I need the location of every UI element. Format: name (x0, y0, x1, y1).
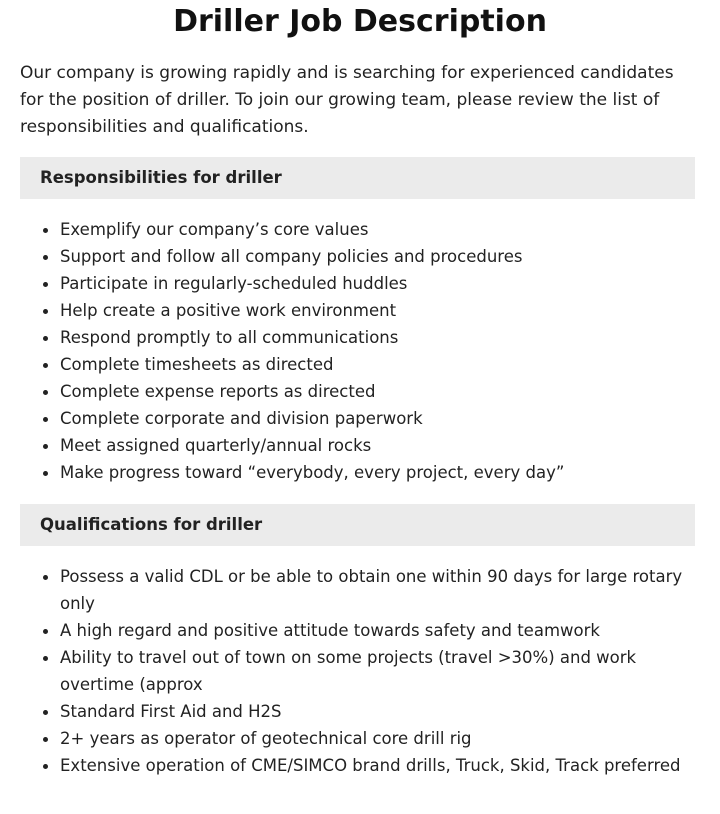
list-item: Possess a valid CDL or be able to obtain one within 90 days for large rotary only (60, 563, 700, 617)
list-item: Support and follow all company policies and procedures (60, 243, 700, 270)
list-item: Standard First Aid and H2S (60, 698, 700, 725)
intro-paragraph: Our company is growing rapidly and is searching for experienced candidates for the position of driller. To join our growing team, please review the list of responsibilities and qualifications. (20, 63, 674, 137)
list-item: Complete expense reports as directed (60, 378, 700, 405)
responsibilities-heading: Responsibilities for driller (20, 157, 695, 199)
list-item: Ability to travel out of town on some projects (travel >30%) and work overtime (approx (60, 644, 700, 698)
qualifications-list (20, 563, 700, 779)
list-item: Make progress toward “everybody, every project, every day” (60, 459, 700, 486)
list-item: Meet assigned quarterly/annual rocks (60, 432, 700, 459)
list-item: Exemplify our company’s core values (60, 216, 700, 243)
list-item: Participate in regularly-scheduled huddles (60, 270, 700, 297)
list-item: Complete timesheets as directed (60, 351, 700, 378)
page-title: Driller Job Description (173, 4, 547, 39)
list-item: Extensive operation of CME/SIMCO brand drills, Truck, Skid, Track preferred (60, 752, 700, 779)
responsibilities-list (20, 216, 700, 486)
list-item: A high regard and positive attitude towards safety and teamwork (60, 617, 700, 644)
qualifications-heading: Qualifications for driller (20, 504, 695, 546)
list-item: Help create a positive work environment (60, 297, 700, 324)
list-item: Complete corporate and division paperwork (60, 405, 700, 432)
list-item: 2+ years as operator of geotechnical core drill rig (60, 725, 700, 752)
list-item: Respond promptly to all communications (60, 324, 700, 351)
